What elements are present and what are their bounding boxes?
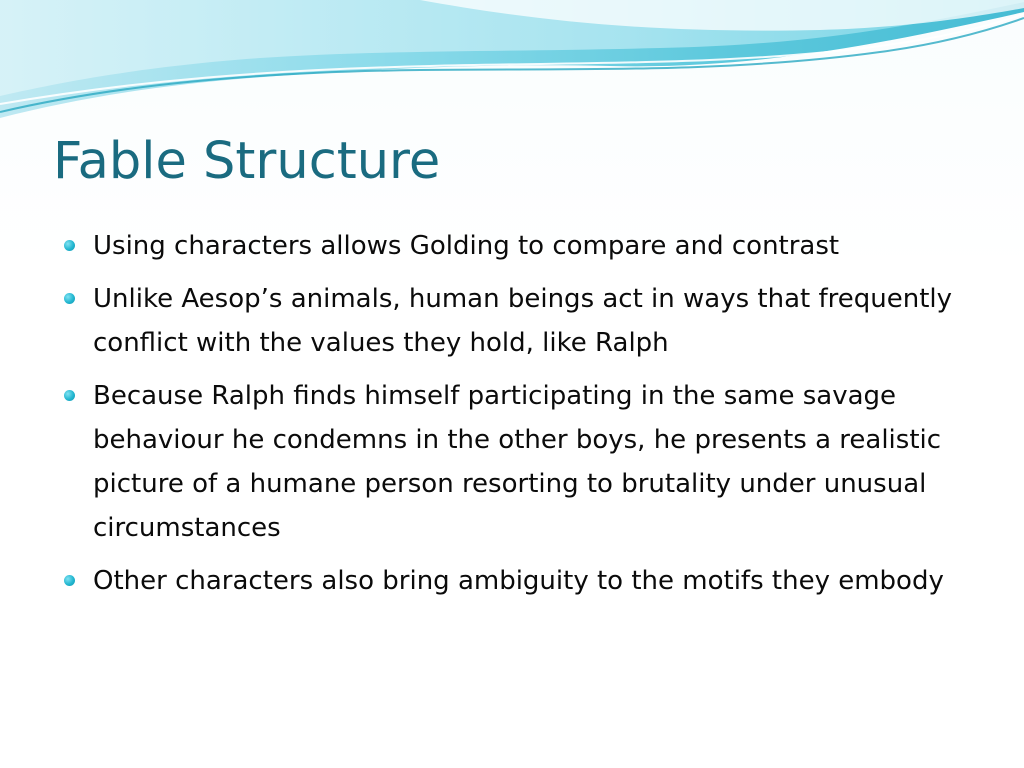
bullet-text: Using characters allows Golding to compare and contrast [93,231,840,261]
bullet-dot-icon [64,240,75,251]
slide-title: Fable Structure [53,132,441,191]
bullet-text: Other characters also bring ambiguity to the motifs they embody [93,566,944,596]
bullet-item [62,559,982,603]
bullet-list [62,224,982,612]
bullet-item [62,224,982,268]
bullet-dot-icon [64,390,75,401]
bullet-text: Because Ralph finds himself participating in the same savage behaviour he condemns in the other boys, he presents a realistic picture of a humane person resorting to brutality under unusual circumstances [93,381,942,543]
bullet-item [62,277,982,365]
header-wave-decoration [0,0,1024,130]
bullet-item [62,374,982,550]
bullet-dot-icon [64,293,75,304]
bullet-dot-icon [64,575,75,586]
bullet-text: Unlike Aesop’s animals, human beings act in ways that frequently conflict with the values they hold, like Ralph [93,284,953,358]
